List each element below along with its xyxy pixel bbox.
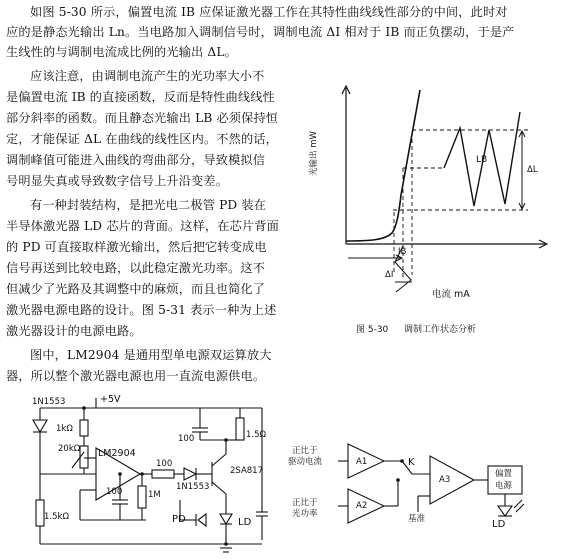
paragraph-2-line-5: 调制峰值可能进入曲线的弯曲部分，导致模拟信: [6, 153, 266, 167]
circuit-left-ld-label: LD: [238, 517, 252, 528]
paragraph-3-line-4: 信号再送到比较电路，以此稳定激光功率。这不: [6, 261, 266, 275]
circuit-right-amp3-label: A3: [439, 475, 451, 485]
circuit-right-box-line1: 偏置: [495, 469, 513, 479]
paragraph-3-line-2: 半导体激光器 LD 芯片的背面。这样，在芯片背面: [6, 219, 279, 233]
figure-5-30-xlabel: 电流 mA: [432, 289, 470, 300]
paragraph-3-line-3: 的 PD 可直接取样激光输出，然后把它转变成电: [6, 240, 267, 254]
paragraph-4-line-1: 图中，LM2904 是通用型单电源双运算放大: [30, 348, 272, 362]
circuit-left-cap100-label: 100: [106, 487, 123, 497]
circuit-right-input1-line1: 正比于: [292, 446, 318, 456]
figure-5-30-label-dl: ΔL: [527, 165, 538, 175]
paragraph-4-line-2: 器，所以整个激光器电源也用一直流电源供电。: [6, 369, 266, 383]
figure-5-30-label-di: ΔI: [385, 270, 394, 280]
circuit-left-pot-label: 20kΩ: [58, 444, 81, 454]
circuit-left-r15-label: 1.5Ω: [246, 430, 267, 440]
paragraph-3-line-5: 但减少了光路及其调整中的麻烦，而且也简化了: [6, 282, 266, 296]
paragraph-3-line-7: 激光器设计的电源电路。: [6, 324, 142, 338]
circuit-right-ref-label: 基准: [408, 514, 426, 524]
circuit-right-switch-label: K: [408, 457, 415, 468]
circuit-right-input2-line1: 正比于: [292, 498, 318, 508]
circuit-right-input2-line2: 光功率: [292, 509, 318, 519]
circuit-left-transistor-label: 2SA817: [230, 466, 263, 476]
paragraph-2-line-6: 号明显失真或导致数字信号上升沿变差。: [6, 174, 229, 188]
paragraph-2-line-4: 定，才能保证 ΔL 在曲线的线性区内。不然的话，: [6, 132, 278, 146]
paragraph-1-line-1: 如图 5-30 所示，偏置电流 IB 应保证激光器工作在其特性曲线线性部分的中间，此时对: [30, 5, 508, 19]
circuit-left-cap100b-label: 100: [178, 434, 195, 444]
circuit-right-input1-line2: 驱动电流: [288, 457, 323, 467]
figure-5-30-label-lb: LB: [476, 155, 488, 165]
circuit-left-r100-label: 100: [156, 459, 173, 469]
circuit-left-diode-top-label: 1N1553: [32, 397, 66, 407]
paragraph-1-line-3: 生线性的与调制电流成比例的光输出 ΔL。: [6, 45, 237, 59]
circuit-left-diode-mid-label: 1N1553: [176, 482, 210, 492]
paragraph-3-line-6: 激光器电源电路的设计。图 5-31 表示一种为上述: [6, 303, 277, 317]
figure-5-30-label-ib: IB: [398, 247, 407, 257]
figure-5-30-caption-number: 图 5-30: [356, 325, 389, 335]
figure-5-30-caption-text: 调制工作状态分析: [404, 325, 477, 335]
paragraph-2-line-3: 部分斜率的函数。而且静态光输出 LB 必须保持恒: [6, 111, 279, 125]
paragraph-2-line-2: 是偏置电流 IB 的直接函数，反而是特性曲线线性: [6, 90, 275, 104]
circuit-left-r15k-label: 1.5kΩ: [44, 512, 69, 522]
circuit-right-ld-label: LD: [492, 519, 506, 530]
circuit-left-pd-label: PD: [172, 514, 186, 525]
circuit-left-r1k-label: 1kΩ: [56, 424, 73, 434]
circuit-right-amp2-label: A2: [356, 501, 368, 511]
paragraph-3-line-1: 有一种封装结构，是把光电二极管 PD 装在: [30, 198, 267, 212]
circuit-left-r1m-label: 1M: [148, 490, 161, 500]
circuit-left-supply-label: +5V: [100, 394, 121, 405]
circuit-right-box-line2: 电源: [495, 481, 513, 491]
paragraph-2-line-1: 应该注意，由调制电流产生的光功率大小不: [30, 69, 265, 83]
circuit-left-opamp-label: LM2904: [98, 448, 136, 459]
paragraph-1-line-2: 应的是静态光输出 Ln。当电路加入调制信号时，调制电流 ΔI 相对于 IB 而正负摆动，于是产: [6, 25, 515, 39]
circuit-right-amp1-label: A1: [356, 457, 368, 467]
figure-5-30-ylabel: 光输出 mW: [309, 131, 319, 176]
